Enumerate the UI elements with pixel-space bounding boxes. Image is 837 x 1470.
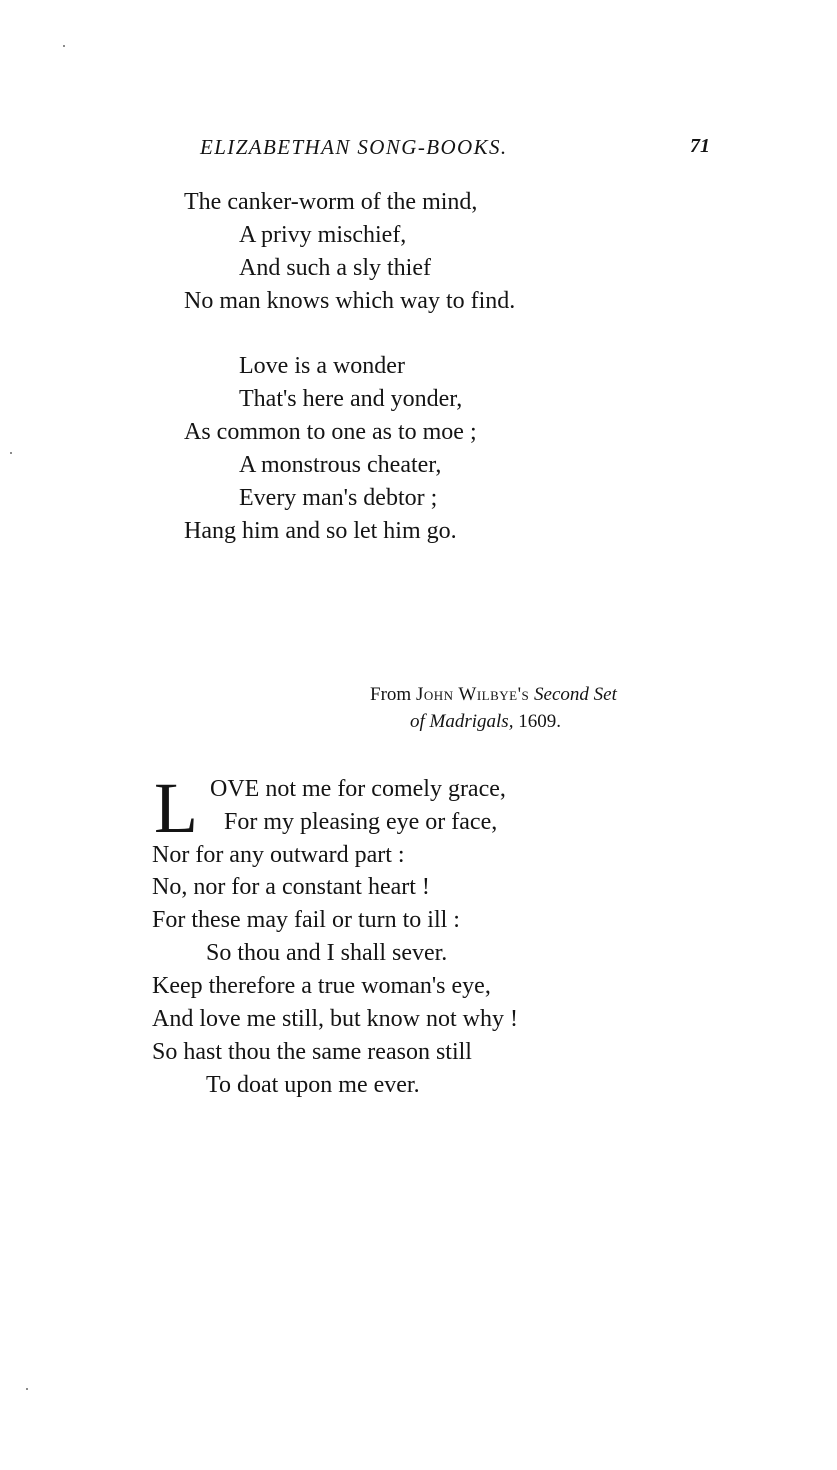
poem2-line: Nor for any outward part : — [152, 842, 405, 868]
page-number: 71 — [690, 135, 710, 157]
poem1-line: As common to one as to moe ; — [184, 419, 477, 445]
attribution-year: 1609. — [518, 711, 561, 732]
attribution-author: John Wilbye's — [415, 684, 530, 705]
drop-cap: L — [154, 776, 198, 836]
scan-speck — [63, 45, 65, 47]
poem2-line: For my pleasing eye or face, — [224, 809, 498, 835]
scan-speck — [10, 452, 12, 454]
poem2-line: So thou and I shall sever. — [206, 940, 448, 966]
attribution-prefix: From — [370, 684, 412, 705]
poem1-line: Love is a wonder — [239, 353, 405, 379]
attribution-line-1 — [370, 683, 617, 707]
poem1-line: The canker-worm of the mind, — [184, 189, 478, 215]
attribution-work: Second Set — [534, 684, 617, 705]
poem2-line: OVE not me for comely grace, — [210, 776, 506, 802]
poem2-line: Keep therefore a true woman's eye, — [152, 973, 491, 999]
poem2-line: To doat upon me ever. — [206, 1072, 420, 1098]
poem1-line: Every man's debtor ; — [239, 485, 438, 511]
poem2-line: No, nor for a constant heart ! — [152, 874, 430, 900]
poem1-line: No man knows which way to find. — [184, 288, 516, 314]
poem2-line: And love me still, but know not why ! — [152, 1006, 518, 1032]
attribution-line-2 — [410, 710, 561, 734]
attribution-work-continued: of Madrigals, — [410, 711, 514, 732]
running-title: ELIZABETHAN SONG-BOOKS. — [200, 135, 508, 159]
poem2-line: For these may fail or turn to ill : — [152, 907, 460, 933]
poem1-line: That's here and yonder, — [239, 386, 463, 412]
poem2-line: So hast thou the same reason still — [152, 1039, 472, 1065]
poem1-line: A monstrous cheater, — [239, 452, 442, 478]
poem1-line: And such a sly thief — [239, 255, 431, 281]
scan-speck — [26, 1388, 28, 1390]
poem1-line: A privy mischief, — [239, 222, 407, 248]
poem1-line: Hang him and so let him go. — [184, 518, 457, 544]
